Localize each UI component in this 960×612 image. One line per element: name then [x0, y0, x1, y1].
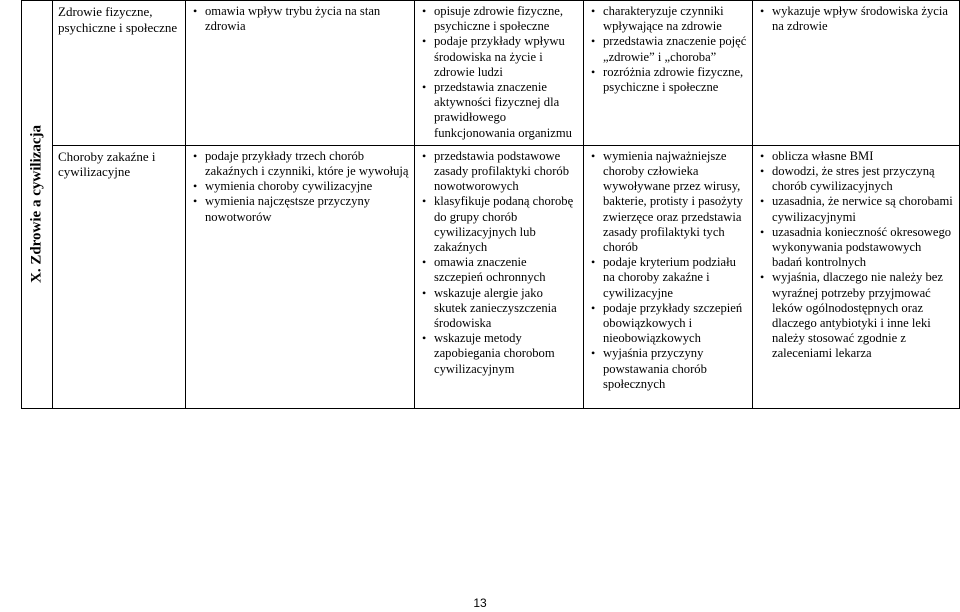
section-title: X. Zdrowie a cywilizacja [28, 125, 45, 284]
list-item: • rozróżnia zdrowie fizyczne, psychiczne i społeczne [603, 65, 747, 95]
list-item: • klasyfikuje podaną chorobę do grupy chorób cywilizacyjnych lub zakaźnych [434, 194, 578, 255]
list-item: • podaje kryterium podziału na choroby zakaźne i cywilizacyjne [603, 255, 747, 301]
list-item: • wyjaśnia przyczyny powstawania chorób społecznych [603, 346, 747, 392]
list-item: • uzasadnia, że nerwice są chorobami cywilizacyjnymi [772, 194, 954, 224]
section-cell [22, 1, 53, 409]
topic-title: Zdrowie fizyczne, psychiczne i społeczne [58, 4, 178, 35]
topic-cell [53, 1, 186, 146]
list-item: • charakteryzuje czynniki wpływające na zdrowie [603, 4, 747, 34]
requirements-list [420, 4, 578, 141]
requirements-cell [186, 145, 415, 408]
list-item: • wskazuje alergie jako skutek zanieczyszczenia środowiska [434, 286, 578, 332]
list-item: • przedstawia znaczenie aktywności fizycznej dla prawidłowego funkcjonowania organizmu [434, 80, 578, 141]
list-item: • wyjaśnia, dlaczego nie należy bez wyraźnej potrzeby przyjmować leków ogólnodostępnych oraz dlaczego antybiotyki i inne leki należy stosować zgodnie z zaleceniami lekarza [772, 270, 954, 361]
requirements-list [191, 4, 409, 34]
requirements-cell [753, 1, 960, 146]
requirements-cell [415, 145, 584, 408]
list-item: • wymienia najczęstsze przyczyny nowotworów [205, 194, 409, 224]
requirements-list [589, 149, 747, 392]
list-item: • przedstawia podstawowe zasady profilaktyki chorób nowotworowych [434, 149, 578, 195]
requirements-list [758, 149, 954, 362]
table-row [22, 1, 960, 146]
list-item: • opisuje zdrowie fizyczne, psychiczne i społeczne [434, 4, 578, 34]
list-item: • omawia wpływ trybu życia na stan zdrowia [205, 4, 409, 34]
topic-title: Choroby zakaźne i cywilizacyjne [58, 148, 156, 180]
list-item: • przedstawia znaczenie pojęć „zdrowie” i „choroba” [603, 34, 747, 64]
list-item: • wymienia najważniejsze choroby człowieka wywoływane przez wirusy, bakterie, protisty i pasożyty zwierzęce oraz przedstawia zasady profilaktyki tych chorób [603, 149, 747, 255]
list-item: • podaje przykłady szczepień obowiązkowych i nieobowiązkowych [603, 301, 747, 347]
requirements-list [589, 4, 747, 95]
requirements-list [758, 4, 954, 34]
list-item: • wymienia choroby cywilizacyjne [205, 179, 409, 194]
table-row [22, 145, 960, 408]
list-item: • wskazuje metody zapobiegania chorobom cywilizacyjnym [434, 331, 578, 377]
topic-cell [53, 145, 186, 408]
list-item: • wykazuje wpływ środowiska życia na zdrowie [772, 4, 954, 34]
list-item: • podaje przykłady wpływu środowiska na życie i zdrowie ludzi [434, 34, 578, 80]
list-item: • uzasadnia konieczność okresowego wykonywania podstawowych badań kontrolnych [772, 225, 954, 271]
requirements-list [191, 149, 409, 225]
requirements-cell [753, 145, 960, 408]
list-item: • podaje przykłady trzech chorób zakaźnych i czynniki, które je wywołują [205, 149, 409, 179]
page-number: 13 [473, 596, 487, 610]
requirements-list [420, 149, 578, 377]
requirements-cell [186, 1, 415, 146]
requirements-cell [584, 1, 753, 146]
curriculum-table [21, 0, 960, 409]
requirements-cell [415, 1, 584, 146]
list-item: • dowodzi, że stres jest przyczyną chorób cywilizacyjnych [772, 164, 954, 194]
requirements-cell [584, 145, 753, 408]
list-item: • oblicza własne BMI [772, 149, 954, 164]
list-item: • omawia znaczenie szczepień ochronnych [434, 255, 578, 285]
